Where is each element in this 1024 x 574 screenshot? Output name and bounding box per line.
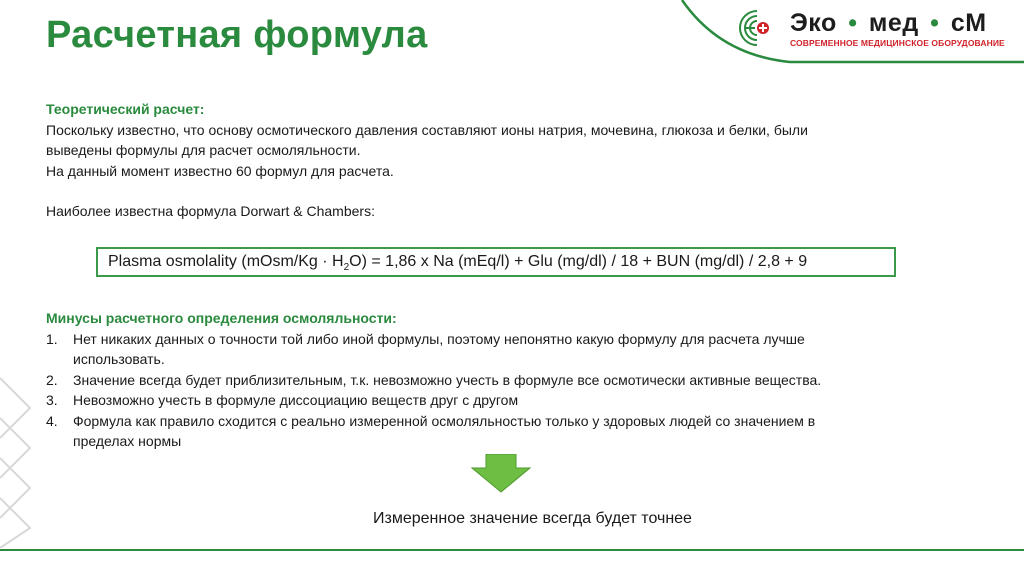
list-item <box>46 370 946 391</box>
logo-text <box>790 9 987 38</box>
down-arrow-icon <box>470 454 532 494</box>
footer-divider <box>0 549 1024 551</box>
minuses-list <box>46 329 946 452</box>
list-item-text: Значение всегда будет приблизительным, т.к. невозможно учесть в формуле все осмотически активные вещества. <box>73 371 822 388</box>
formula-suffix: O) = 1,86 x Na (mEq/l) + Glu (mg/dl) / 18 + BUN (mg/dl) / 2,8 + 9 <box>349 253 808 270</box>
list-item-text-continued: использовать. <box>73 351 165 367</box>
list-item <box>46 390 946 411</box>
logo-word-sm: сМ <box>950 9 987 37</box>
logo-dot: • <box>848 9 858 37</box>
logo-word-eco: Эко <box>790 9 837 37</box>
list-item-text: Формула как правило сходится с реально измеренной осмоляльностью только у здоровых людей со значением в <box>73 412 816 429</box>
theory-section <box>46 99 946 222</box>
formula-subscript: 2 <box>343 262 350 274</box>
company-logo <box>737 8 1017 54</box>
list-item-number: 3. <box>46 392 58 408</box>
formula-prefix: Plasma osmolality (mOsm/Kg · H <box>108 253 344 270</box>
list-item-number: 4. <box>46 412 58 429</box>
conclusion-text: Измеренное значение всегда будет точнее <box>373 510 692 527</box>
minuses-heading: Минусы расчетного определения осмоляльности: <box>46 310 397 326</box>
list-item-text: Нет никаких данных о точности той либо иной формулы, поэтому непонятно какую формулу для расчета лучше <box>73 330 805 347</box>
list-item <box>46 329 946 370</box>
list-item-text-continued: пределах нормы <box>73 433 182 449</box>
logo-word-med: мед <box>868 9 919 37</box>
formula-box <box>96 247 896 277</box>
theory-line: выведены формулы для расчет осмоляльности. <box>46 142 361 158</box>
list-item-number: 2. <box>46 371 58 388</box>
list-item-number: 1. <box>46 330 58 347</box>
list-item <box>46 411 946 452</box>
minuses-section <box>46 308 946 452</box>
theory-line: Поскольку известно, что основу осмотического давления составляют ионы натрия, мочевина, глюкоза и белки, были <box>46 121 808 138</box>
page-title: Расчетная формула <box>46 14 428 56</box>
theory-heading: Теоретический расчет: <box>46 101 205 117</box>
list-item-text: Невозможно учесть в формуле диссоциацию веществ друг с другом <box>73 392 519 408</box>
eco-med-sm-logo-icon <box>737 8 777 48</box>
logo-subtitle: СОВРЕМЕННОЕ МЕДИЦИНСКОЕ ОБОРУДОВАНИЕ <box>790 38 1005 48</box>
logo-dot: • <box>930 9 940 37</box>
theory-line: На данный момент известно 60 формул для расчета. <box>46 162 394 179</box>
theory-line: Наиболее известна формула Dorwart & Chambers: <box>46 203 375 219</box>
decorative-pattern <box>0 368 36 548</box>
